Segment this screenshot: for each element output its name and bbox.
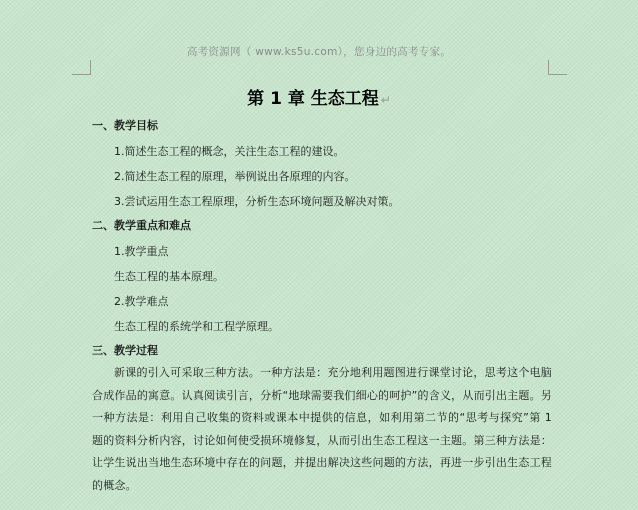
list-item: 2.教学难点 — [114, 295, 169, 308]
chapter-title — [0, 84, 638, 109]
list-item: 1.简述生态工程的概念，关注生态工程的建设。 — [114, 145, 345, 158]
list-item: 生态工程的基本原理。 — [114, 270, 224, 283]
section-heading: 三、教学过程 — [92, 344, 158, 357]
list-item: 3.尝试运用生态工程原理，分析生态环境问题及解决对策。 — [114, 195, 400, 208]
paragraph-mark-icon: ↵ — [380, 93, 391, 107]
margin-corner-left — [72, 60, 91, 75]
section-heading: 一、教学目标 — [92, 119, 158, 132]
chapter-title-text: 第 1 章 生态工程 — [247, 89, 379, 109]
margin-corner-right — [548, 60, 567, 75]
list-item: 生态工程的系统学和工程学原理。 — [114, 320, 279, 333]
section-heading: 二、教学重点和难点 — [92, 219, 191, 232]
page-header: 高考资源网（ www.ks5u.com），您身边的高考专家。 — [186, 46, 452, 58]
body-paragraph: 新课的引入可采取三种方法。一种方法是：充分地利用题图进行课堂讨论，思考这个电脑合成作品的寓意。认真阅读引言，分析“地球需要我们细心的呵护”的含义，从而引出主题。另一种方法是：利用自己收集的资料或课本中提供的信息，如利用第二节的“思考与探究”第 1 题的资料分析内容，讨论如何使受损环境修复，从而引出生态工程这一主题。第三种方法是：让学生说出当地生态环境中存在的问题，并提出解决这些问题的方法，再进一步引出生态工程的概念。 — [92, 366, 552, 492]
list-item: 2.简述生态工程的原理，举例说出各原理的内容。 — [114, 170, 356, 183]
list-item: 1.教学重点 — [114, 245, 169, 258]
